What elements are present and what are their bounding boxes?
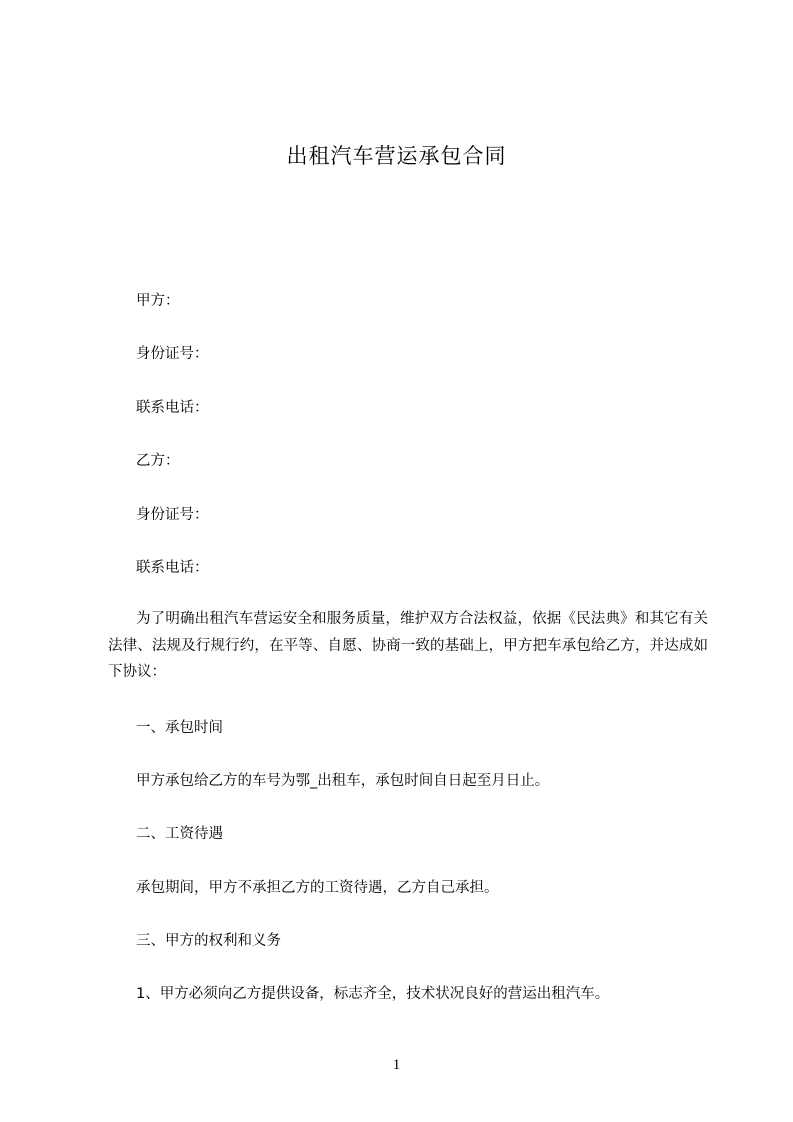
section-heading: 二、工资待遇: [136, 826, 223, 842]
section-body: 承包期间，甲方不承担乙方的工资待遇，乙方自己承担。: [136, 880, 499, 896]
section-heading: 一、承包时间: [136, 720, 223, 736]
party-a-phone-label: 联系电话：: [136, 400, 209, 416]
party-b-label: 乙方：: [136, 453, 180, 469]
section-heading: 三、甲方的权利和义务: [136, 933, 281, 949]
party-b-id-label: 身份证号：: [136, 507, 209, 523]
intro-paragraph: 为了明确出租汽车营运安全和服务质量，维护双方合法权益，依据《民法典》和其它有关法律、法规及行规行约，在平等、自愿、协商一致的基础上，甲方把车承包给乙方，并达成如下协议：: [108, 611, 708, 680]
section-body: 1、甲方必须向乙方提供设备，标志齐全，技术状况良好的营运出租汽车。: [136, 986, 610, 1002]
party-b-phone-label: 联系电话：: [136, 560, 209, 576]
section-body: 甲方承包给乙方的车号为鄂_出租车，承包时间自日起至月日止。: [136, 773, 550, 789]
document-title: 出租汽车营运承包合同: [286, 144, 507, 168]
party-a-label: 甲方：: [136, 293, 180, 309]
page-number: 1: [392, 1057, 401, 1073]
party-a-id-label: 身份证号：: [136, 346, 209, 362]
